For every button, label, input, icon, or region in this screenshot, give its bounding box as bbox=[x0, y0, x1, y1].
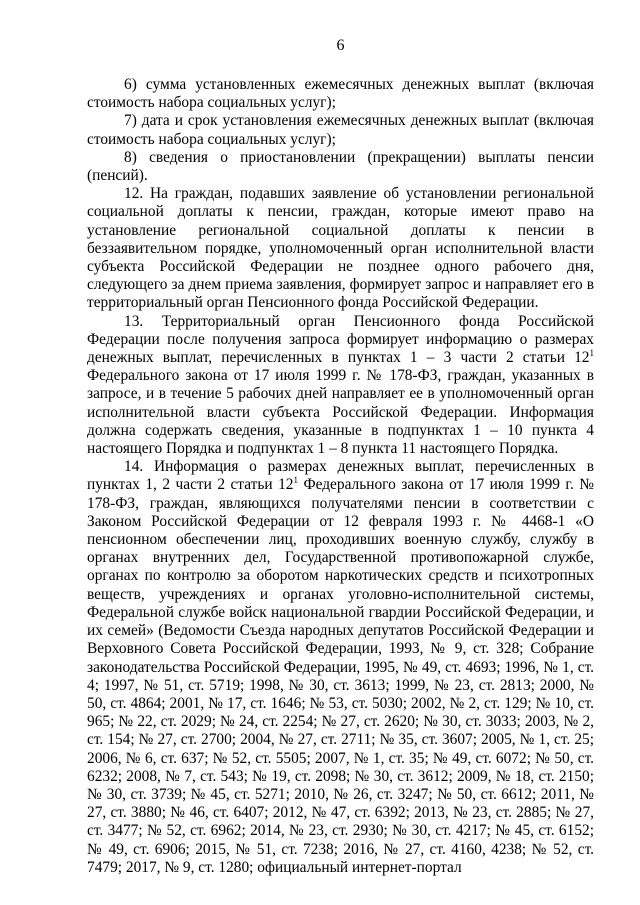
page-number: 6 bbox=[336, 37, 345, 54]
paragraph-clause-12 bbox=[87, 185, 594, 312]
paragraph-text: 12. На граждан, подавших заявление об установлении региональной социальной доплаты к пенсии, граждан, которые имеют право на установление региональной социальной доплаты к пенсии в беззаявительном порядке, уполномоченный орган исполнительной власти субъекта Российской Федерации не позднее одного рабочего дня, следующего за днем приема заявления, формирует запрос и направляет его в территориальный орган Пенсионного фонда Российской Федерации. bbox=[87, 185, 594, 312]
paragraph-text: 6) сумма установленных ежемесячных денежных выплат (включая стоимость набора социальных услуг); bbox=[87, 76, 594, 112]
paragraph-clause-13 bbox=[87, 313, 594, 459]
document-body bbox=[87, 76, 594, 877]
paragraph-text-after-superscript: Федерального закона от 17 июля 1999 г. № 178-ФЗ, граждан, являющихся получателями пенсии в соответствии с Законом Российской Федерации от 12 февраля 1993 г. № 4468-1 «О пенсионном обеспечении лиц, проходивших военную службу, службу в органах внутренних дел, Государственной противопожарной службе, органах по контролю за оборотом наркотических средств и психотропных веществ, учреждениях и органах уголовно-исполнительной системы, Федеральной службе войск национальной гвардии Российской Федерации, и их семей» (Ведомости Съезда народных депутатов Российской Федерации и Верховного Совета Российской Федерации, 1993, № 9, ст. 328; Собрание законодательства Российской Федерации, 1995, № 49, ст. 4693; 1996, № 1, ст. 4; 1997, № 51, ст. 5719; 1998, № 30, ст. 3613; 1999, № 23, ст. 2813; 2000, № 50, ст. 4864; 2001, № 17, ст. 1646; № 53, ст. 5030; 2002, № 2, ст. 129; № 10, ст. 965; № 22, ст. 2029; № 24, ст. 2254; № 27, ст. 2620; № 30, ст. 3033; 2003, № 2, ст. 154; № 27, ст. 2700; 2004, № 27, ст. 2711; № 35, ст. 3607; 2005, № 1, ст. 25; 2006, № 6, ст. 637; № 52, ст. 5505; 2007, № 1, ст. 35; № 49, ст. 6072; № 50, ст. 6232; 2008, № 7, ст. 543; № 19, ст. 2098; № 30, ст. 3612; 2009, № 18, ст. 2150; № 30, ст. 3739; № 45, ст. 5271; 2010, № 26, ст. 3247; № 50, ст. 6612; 2011, № 27, ст. 3880; № 46, ст. 6407; 2012, № 47, ст. 6392; 2013, № 23, ст. 2885; № 27, ст. 3477; № 52, ст. 6962; 2014, № 23, ст. 2930; № 30, ст. 4217; № 45, ст. 6152; № 49, ст. 6906; 2015, № 51, ст. 7238; 2016, № 27, ст. 4160, 4238; № 52, ст. 7479; 2017, № 9, ст. 1280; официальный интернет-портал bbox=[87, 476, 594, 876]
article-superscript: 1 bbox=[589, 348, 594, 359]
paragraph-text-before-superscript: 13. Территориальный орган Пенсионного фонда Российской Федерации после получения запроса формирует информацию о размерах денежных выплат, перечисленных в пунктах 1 – 3 части 2 статьи 12 bbox=[87, 312, 594, 367]
paragraph-item-6 bbox=[87, 76, 594, 112]
paragraph-text-after-superscript: Федерального закона от 17 июля 1999 г. № 178-ФЗ, граждан, указанных в запросе, и в течение 5 рабочих дней направляет ее в уполномоченный орган исполнительной власти субъекта Российской Федерации. Информация должна содержать сведения, указанные в подпунктах 1 – 10 пункта 4 настоящего Порядка и подпунктах 1 – 8 пункта 11 настоящего Порядка. bbox=[87, 367, 594, 458]
paragraph-text-before-superscript: 14. Информация о размерах денежных выплат, перечисленных в пунктах 1, 2 части 2 статьи 12 bbox=[87, 458, 594, 494]
paragraph-text: 8) сведения о приостановлении (прекращении) выплаты пенсии (пенсий). bbox=[87, 148, 594, 185]
paragraph-clause-14 bbox=[87, 458, 594, 877]
paragraph-text: 7) дата и срок установления ежемесячных денежных выплат (включая стоимость набора социальных услуг); bbox=[87, 112, 594, 148]
paragraph-item-7 bbox=[87, 112, 594, 148]
article-superscript: 1 bbox=[293, 475, 298, 486]
paragraph-item-8 bbox=[87, 149, 594, 185]
